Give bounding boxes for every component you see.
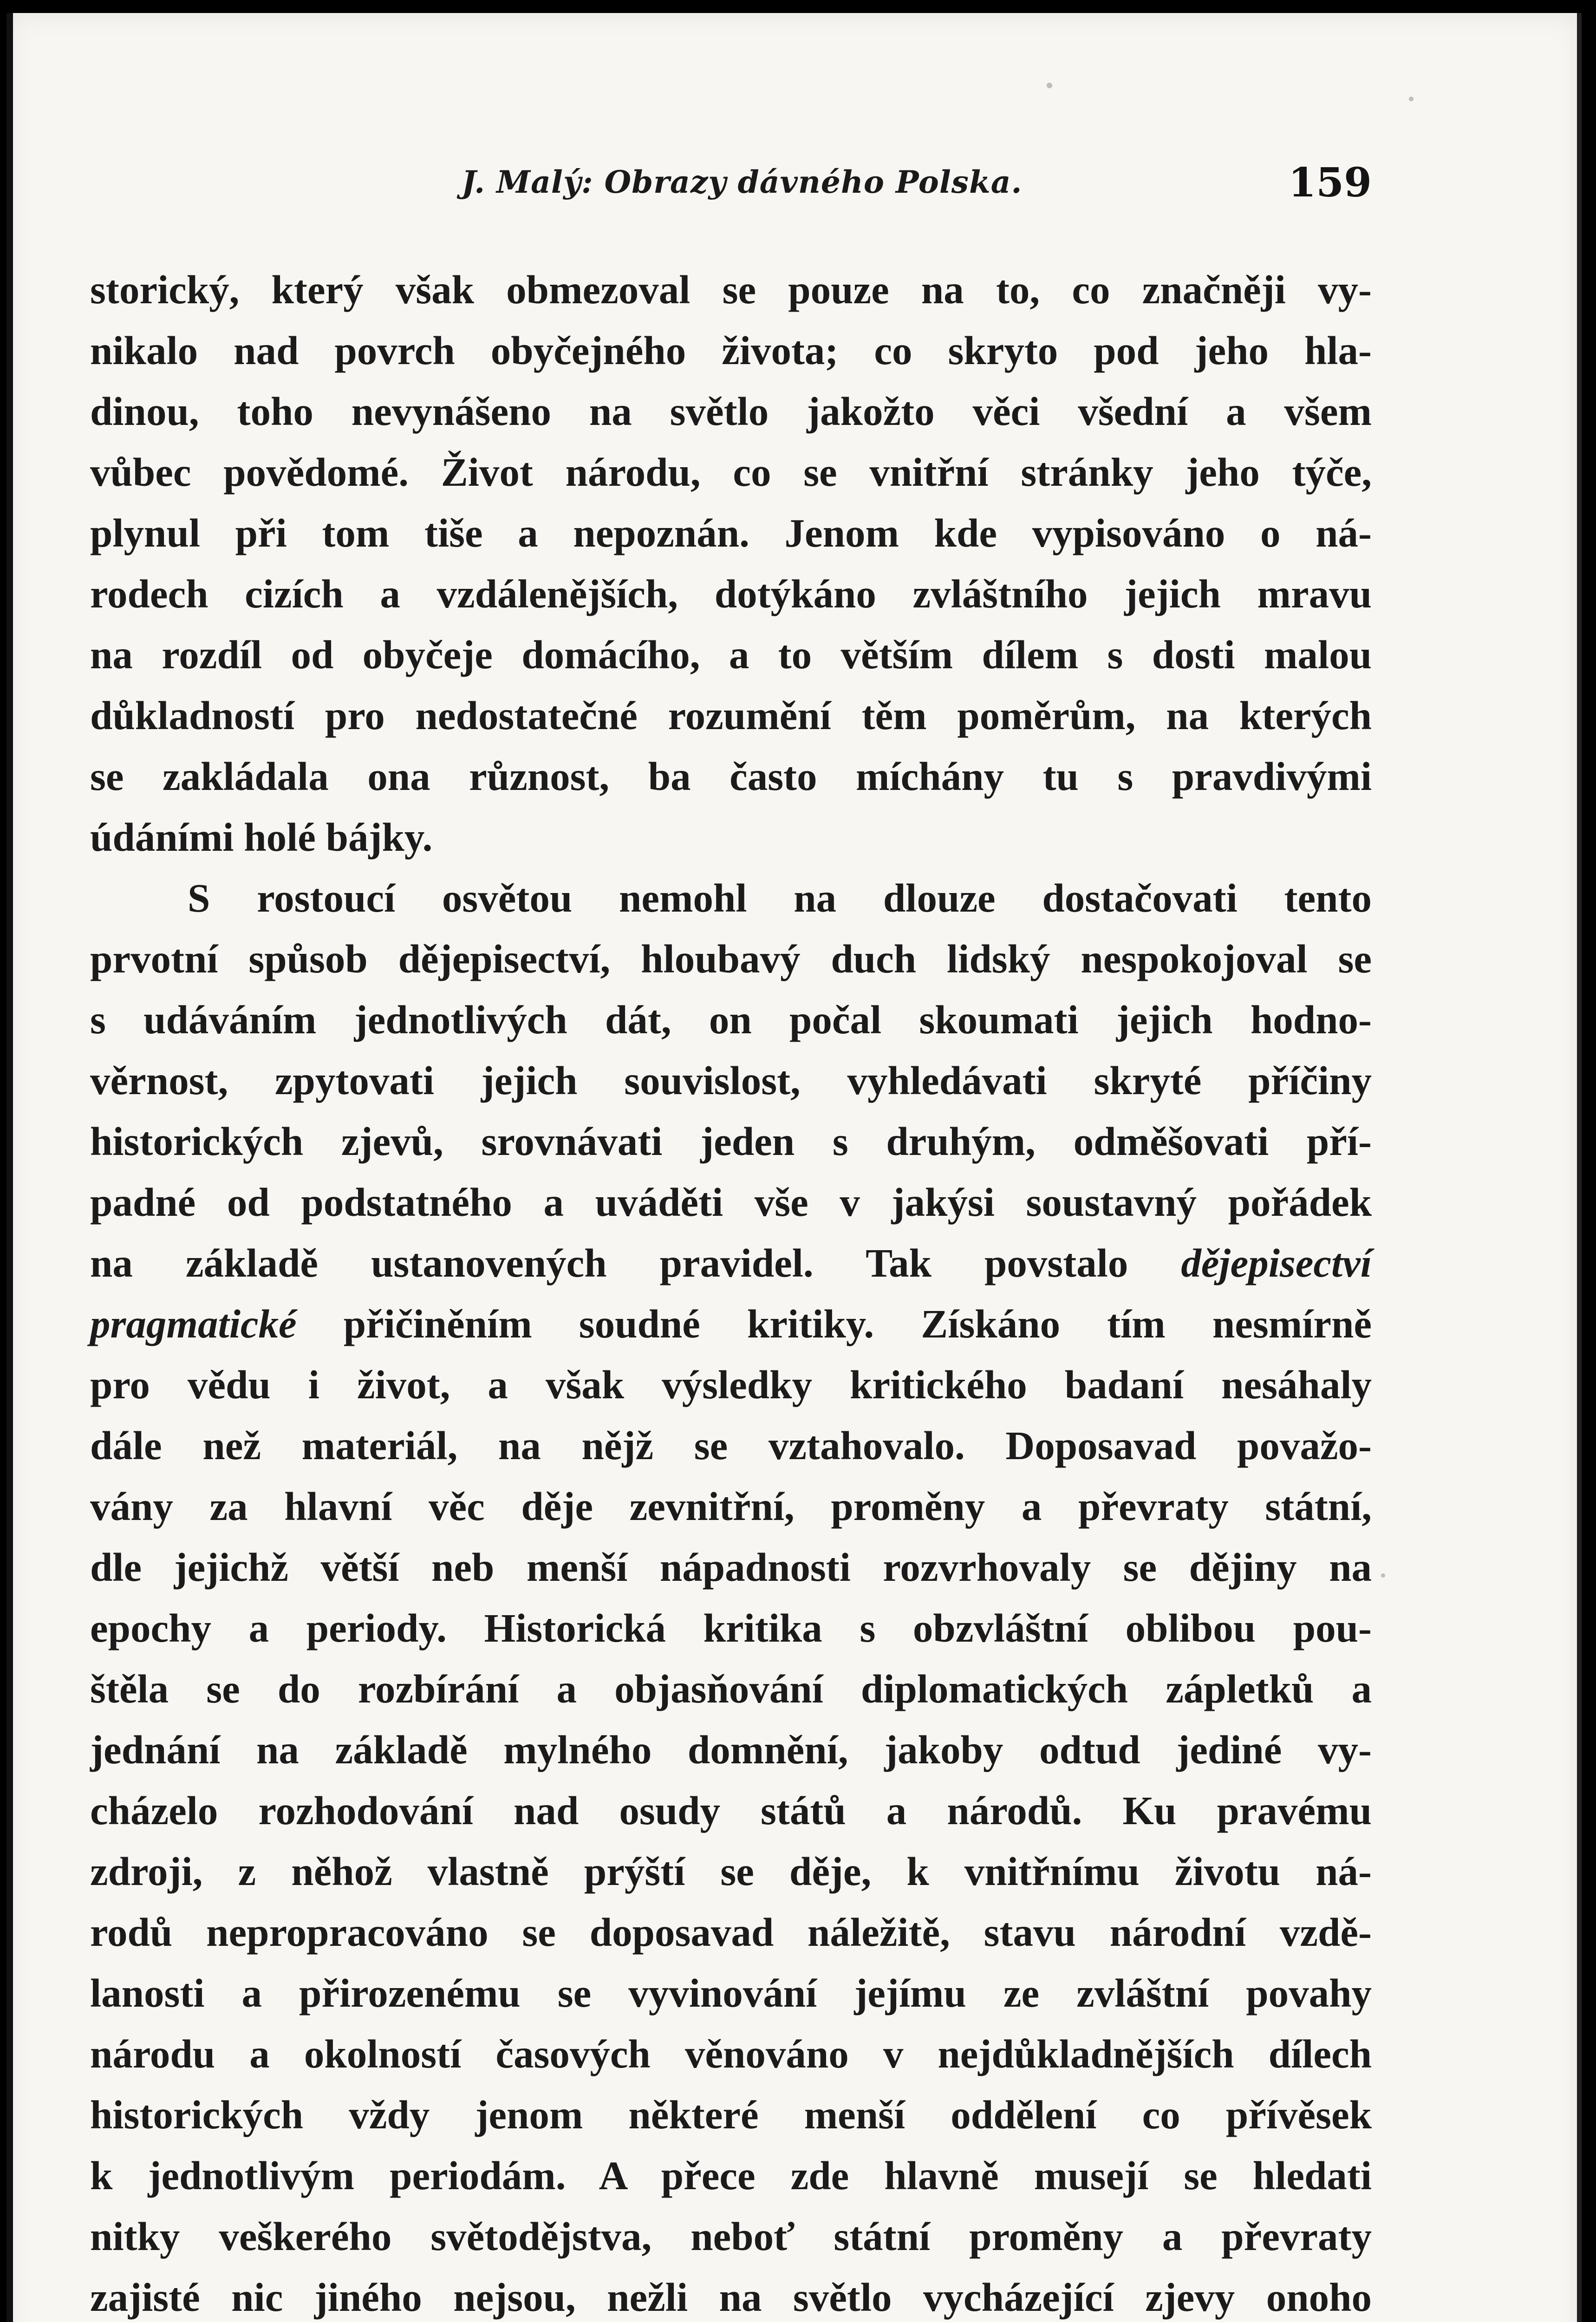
text-line: štěla se do rozbírání a objasňování diplomatických zápletků a: [90, 1666, 1372, 1711]
text-line: nitky veškerého světodějstva, neboť státní proměny a převraty: [90, 2214, 1372, 2259]
text-line: prvotní spůsob dějepisectví, hloubavý duch lidský nespokojoval se: [90, 936, 1372, 981]
text-line: s udáváním jednotlivých dát, on počal skoumati jejich hodno-: [90, 997, 1372, 1042]
text-line: plynul při tom tiše a nepoznán. Jenom kde vypisováno o ná-: [90, 510, 1372, 555]
page-header: [90, 155, 1372, 210]
text-line: rodech cizích a vzdálenějších, dotýkáno zvláštního jejich mravu: [90, 571, 1372, 616]
text-line: věrnost, zpytovati jejich souvislost, vyhledávati skryté příčiny: [90, 1058, 1372, 1103]
text-line: pro vědu i život, a však výsledky kritického badaní nesáhaly: [90, 1362, 1372, 1407]
body-text: [90, 259, 1372, 2322]
text-line: důkladností pro nedostatečné rozumění těm poměrům, na kterých: [90, 693, 1372, 738]
text-line: S rostoucí osvětou nemohl na dlouze dostačovati tento: [188, 875, 1372, 920]
text-line-with-emphasis: [90, 1233, 1372, 1293]
text-line: zdroji, z něhož vlastně prýští se děje, k vnitřnímu životu ná-: [90, 1849, 1372, 1894]
text-line: cházelo rozhodování nad osudy států a národů. Ku pravému: [90, 1788, 1372, 1833]
scan-speck: [1047, 83, 1052, 88]
emphasis-text: dějepisectví: [1181, 1240, 1372, 1285]
text-line: jednání na základě mylného domnění, jakoby odtud jediné vy-: [90, 1727, 1372, 1772]
text-line: vány za hlavní věc děje zevnitřní, proměny a převraty státní,: [90, 1484, 1372, 1529]
text-line: dinou, toho nevynášeno na světlo jakožto věci všední a všem: [90, 389, 1372, 434]
emphasis-text: pragmatické: [90, 1301, 297, 1346]
book-page: [7, 13, 1582, 2322]
text-line: padné od podstatného a uváděti vše v jakýsi soustavný pořádek: [90, 1180, 1372, 1225]
text-line: dále než materiál, na nějž se vztahovalo. Doposavad považo-: [90, 1423, 1372, 1468]
text-line: historických zjevů, srovnávati jeden s druhým, odměšovati pří-: [90, 1119, 1372, 1164]
text-line: údáními holé bájky.: [90, 815, 433, 860]
scan-speck: [1381, 1573, 1385, 1578]
page-number: 159: [1288, 159, 1372, 206]
text-line: k jednotlivým periodám. A přece zde hlavně musejí se hledati: [90, 2153, 1372, 2198]
text-line: se zakládala ona různost, ba často míchány tu s pravdivými: [90, 754, 1372, 799]
text-line: národu a okolností časových věnováno v nejdůkladnějších dílech: [90, 2031, 1372, 2076]
text-line: rodů nepropracováno se doposavad náležitě, stavu národní vzdě-: [90, 1910, 1372, 1955]
text-line: zajisté nic jiného nejsou, nežli na světlo vycházející zjevy onoho: [90, 2275, 1372, 2320]
text-line: dle jejichž větší neb menší nápadnosti rozvrhovaly se dějiny na: [90, 1545, 1372, 1590]
text-line: nikalo nad povrch obyčejného života; co skryto pod jeho hla-: [90, 328, 1372, 373]
text-line: epochy a periody. Historická kritika s obzvláštní oblibou pou-: [90, 1605, 1372, 1650]
text-line: vůbec povědomé. Život národu, co se vnitřní stránky jeho týče,: [90, 450, 1372, 495]
text-segment: na základě ustanovených pravidel. Tak povstalo: [90, 1240, 1128, 1285]
text-line: historických vždy jenom některé menší oddělení co přívěsek: [90, 2092, 1372, 2137]
text-line-with-emphasis: [90, 1293, 1372, 1354]
scan-speck: [1409, 97, 1414, 101]
text-line: lanosti a přirozenému se vyvinování jejímu ze zvláštní povahy: [90, 1970, 1372, 2015]
text-line: storický, který však obmezoval se pouze na to, co značněji vy-: [90, 267, 1372, 312]
text-line: na rozdíl od obyčeje domácího, a to větším dílem s dosti malou: [90, 632, 1372, 677]
text-segment: přičiněním soudné kritiky. Získáno tím nesmírně: [343, 1301, 1372, 1346]
running-title: J. Malý: Obrazy dávného Polska.: [462, 164, 1023, 200]
